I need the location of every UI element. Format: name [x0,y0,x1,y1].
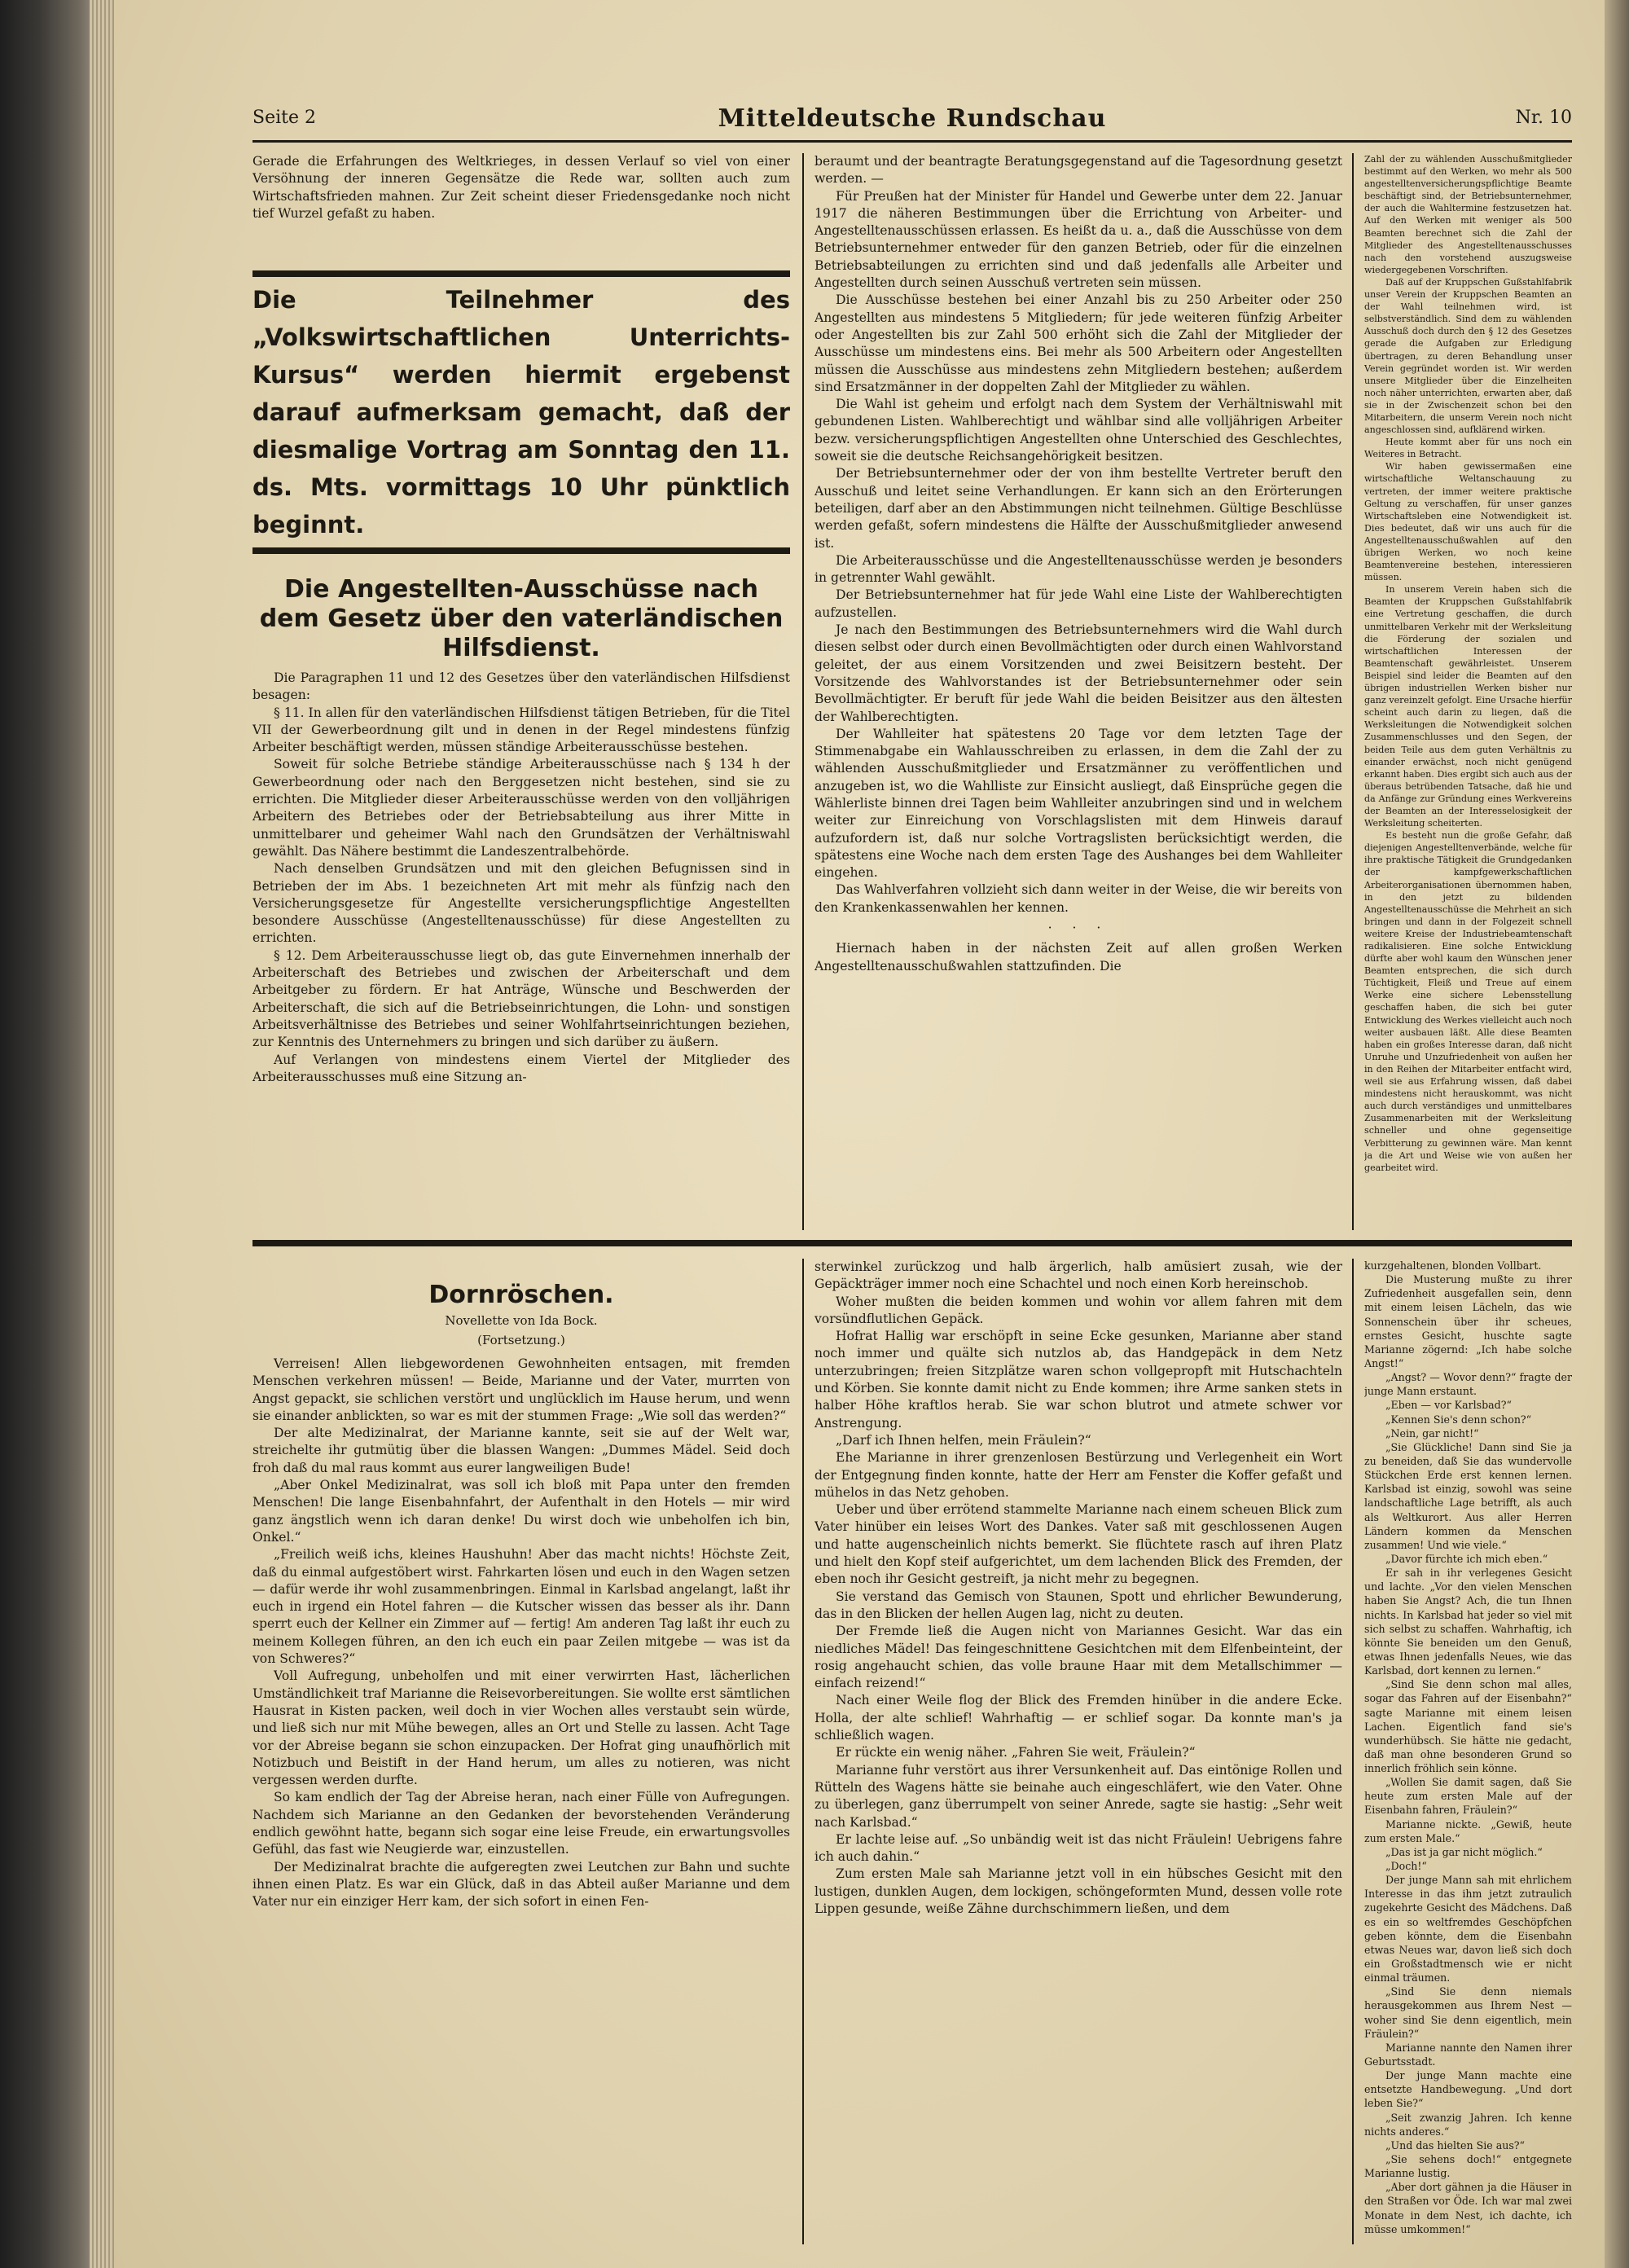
issue-number: Nr. 10 [1515,108,1572,128]
paragraph: Nach einer Weile flog der Blick des Fremden hinüber in die andere Ecke. Holla, der alte schlief! Wahrhaftig — er schlief sogar. Da konnte man's ja schließlich wagen. [814,1693,1342,1743]
paragraph: So kam endlich der Tag der Abreise heran, nach einer Fülle von Aufregungen. Nachdem sich Marianne an den Gedanken der bevorstehenden Veränderung endlich gewöhnt hatte, begann sich sogar eine leise Freude, ein erwartungsvolles Gefühl, das fast wie Neugierde war, einzustellen. [252,1790,790,1857]
top-col3 [1364,153,1572,1230]
separator-dots: · · · [1047,921,1109,936]
story-title: Dornröschen. [428,1281,614,1309]
story-byline: Novellette von Ida Bock. [445,1313,598,1328]
paragraph: Hiernach haben in der nächsten Zeit auf allen großen Werken Angestelltenausschußwahlen stattzufinden. Die [814,941,1342,974]
paragraph: „Wollen Sie damit sagen, daß Sie heute zum ersten Male auf der Eisenbahn fahren, Fräulein?“ [1364,1776,1572,1817]
paragraph: Er lachte leise auf. „So unbändig weit ist das nicht Fräulein! Uebrigens fahre ich auch dahin.“ [814,1831,1342,1865]
paragraph: Er rückte ein wenig näher. „Fahren Sie weit, Fräulein?“ [836,1745,1196,1760]
bottom-col3 [1364,1259,1572,2244]
paragraph: Je nach den Bestimmungen des Betriebsunternehmers wird die Wahl durch diesen selbst oder durch einen Bevollmächtigten oder durch einen Wahlvorstand geleitet, der aus einem Vorsitzenden und zwei Beisitzern besteht. Der Vorsitzende des Wahlvorstandes ist der Betriebsunternehmer oder sein Bevollmächtigter. Er beruft für jede Wahl die beiden Beisitzer aus den ältesten der Wahlberechtigten. [814,622,1342,724]
paragraph: Der Medizinalrat brachte die aufgeregten zwei Leutchen zur Bahn und suchte ihnen einen Platz. Es war ein Glück, daß in das Abteil außer Marianne und dem Vater nur ein einziger Herr kam, der sich sofort in einen Fen- [252,1859,790,1910]
paragraph: Heute kommt aber für uns noch ein Weiteres in Betracht. [1364,437,1572,460]
paragraph: „Freilich weiß ichs, kleines Haushuhn! Aber das macht nichts! Höchste Zeit, daß du einmal aufgestöbert wirst. Fahrkarten lösen und euch in den Wagen setzen — dafür werde ihr wohl zusammenbringen. Einmal in Karlsbad angelangt, laßt ihr euch in irgend ein Hotel fahren — die Kutscher wissen das besser als ihr. Dann sperrt euch der Kellner ein Zimmer auf — fertig! Am anderen Tag laßt ihr euch zu meinem Kollegen führen, an den ich euch ein paar Zeilen mitgebe — was ist da von Schweres?“ [252,1547,790,1667]
paragraph: „Davor fürchte ich mich eben.“ [1385,1552,1548,1565]
section-divider [252,1240,1572,1246]
paragraph: § 11. In allen für den vaterländischen Hilfsdienst tätigen Betrieben, für die Titel VII der Gewerbeordnung gilt und in denen in der Regel mindestens fünfzig Arbeiter beschäftigt werden, müssen ständige Arbeiterausschüsse bestehen. [252,705,790,755]
article-heading: Die Angestellten-Ausschüsse nach dem Gesetz über den vaterländischen Hilfsdienst. [259,575,784,662]
paragraph: Der alte Medizinalrat, der Marianne kannte, seit sie auf der Welt war, streichelte ihr gutmütig über die blassen Wangen: „Dummes Mädel. Seid doch froh daß du mal raus kommt aus eurer langweiligen Bude! [252,1426,790,1475]
paragraph: „Das ist ja gar nicht möglich.“ [1385,1845,1543,1858]
paragraph: Hofrat Hallig war erschöpft in seine Ecke gesunken, Marianne aber stand noch immer und quälte sich nutzlos ab, das Handgepäck in dem Netz unterzubringen; freien Sitzplätze waren schon vollgepropft mit Hutschachteln und Körben. Sie konnte damit nicht zu Ende kommen; ihre Arme sanken stets in halber Höhe kraftlos herab. Sie war schon blutrot und atmete schwer vor Anstrengung. [814,1329,1342,1431]
paragraph: Woher mußten die beiden kommen und wohin vor allem fahren mit dem vorsündflutlichen Gepäck. [814,1294,1342,1326]
top-col1-article [252,670,790,1230]
newspaper-page [114,0,1605,2268]
paragraph: Daß auf der Kruppschen Gußstahlfabrik unser Verein der Kruppschen Beamten an der Wahl teilnehmen wird, ist selbstverständlich. Sind dem zu wählenden Ausschuß doch durch den § 12 des Gesetzes gerade die Aufgaben zur Erledigung übertragen, zu deren Behandlung unser Verein gegründet worden ist. Wir werden unsere Mitglieder über die Einzelheiten noch näher unterrichten, erwarten aber, daß sie in der Zwischenzeit schon bei den Mitarbeitern, die unserm Verein noch nicht angeschlossen sind, aufklärend wirken. [1364,276,1572,436]
book-binding [0,0,98,2268]
paragraph: Der junge Mann machte eine entsetzte Handbewegung. „Und dort leben Sie?“ [1364,2069,1572,2110]
notice-bottom-rule [252,547,790,554]
paragraph: Die Ausschüsse bestehen bei einer Anzahl bis zu 250 Arbeiter oder 250 Angestellten aus mindestens 5 Mitgliedern; für jede weiteren fünfzig Arbeiter oder Angestellten bis zur Zahl 500 erhöht sich die Zahl der Mitglieder der Ausschüsse um mindestens eins. Bei mehr als 500 Arbeitern oder Angestellten müssen die Ausschüsse aus mindestens zehn Mitgliedern bestehen; außerdem sind Ersatzmänner in der doppelten Zahl der Mitglieder zu wählen. [814,292,1342,394]
intro-paragraph: Gerade die Erfahrungen des Weltkrieges, in dessen Verlauf so viel von einer Versöhnung der inneren Gegensätze die Rede war, sollten auch zum Wirtschaftsfrieden mahnen. Zur Zeit scheint dieser Friedensgedanke noch nicht tief Wurzel gefaßt zu haben. [252,154,790,221]
paragraph: Der Fremde ließ die Augen nicht von Mariannes Gesicht. War das ein niedliches Mädel! Das feingeschnittene Gesichtchen mit dem Elfenbeinteint, der rosig angehaucht schien, das volle braune Haar mit dem Metallschimmer — einfach reizend!“ [814,1624,1342,1691]
header-rule [252,140,1572,143]
paragraph: Der Betriebsunternehmer oder der von ihm bestellte Vertreter beruft den Ausschuß und leitet seine Verhandlungen. Er kann sich an den Erörterungen beteiligen, darf aber an den Abstimmungen nicht teilnehmen. Gültige Beschlüsse werden gefaßt, sofern mindestens die Hälfte der Ausschußmitglieder anwesend ist. [814,466,1342,551]
paragraph: Für Preußen hat der Minister für Handel und Gewerbe unter dem 22. Januar 1917 die näheren Bestimmungen über die Errichtung von Arbeiter- und Angestelltenausschüssen erlassen. Es heißt da u. a., daß die Ausschüsse von dem Betriebsunternehmer entweder für den ganzen Betrieb, oder für die einzelnen Betriebsabteilungen zu errichten sind und daß jedenfalls alle Arbeiter und Angestellten durch seinen Ausschuß vertreten sein müssen. [814,188,1342,291]
paragraph: „Aber Onkel Medizinalrat, was soll ich bloß mit Papa unter den fremden Menschen! Die lange Eisenbahnfahrt, der Aufenthalt in den Hotels — mir wird ganz ängstlich wenn ich daran denke! Du wirst doch wie unbeholfen ich bin, Onkel.“ [252,1478,790,1545]
course-notice: Die Teilnehmer des „Volkswirtschaftlichen Unterrichts-Kursus“ werden hiermit ergebenst darauf aufmerksam gemacht, daß der diesmalige Vortrag am Sonntag den 11. ds. Mts. vormittags 10 Uhr pünktlich beginnt. [252,286,790,538]
paragraph: Ueber und über errötend stammelte Marianne nach einem scheuen Blick zum Vater hinüber ein leises Wort des Dankes. Vater saß mit geschlossenen Augen und hatte augenscheinlich nichts bemerkt. Sie flüchtete rasch auf ihren Platz und hielt den Kopf steif aufgerichtet, um dem lachenden Blick des Fremden, der eben noch ihr Gesicht gestreift, ja nicht mehr zu begegnen. [814,1502,1342,1587]
paragraph: Auf Verlangen von mindestens einem Viertel der Mitglieder des Arbeiterausschusses muß eine Sitzung an- [252,1052,790,1084]
column-rule [802,153,804,1230]
paragraph: Die Arbeiterausschüsse und die Angestelltenausschüsse werden je besonders in getrennter Wahl gewählt. [814,552,1342,586]
bottom-col2 [814,1259,1342,2244]
paragraph: Marianne fuhr verstört aus ihrer Versunkenheit auf. Das eintönige Rollen und Rütteln des Wagens hätte sie beinahe auch eingeschläfert, wie den Vater. Ohne zu überlegen, ganz überrumpelt von seiner Anrede, sagte sie hastig: „Sehr weit nach Karlsbad.“ [814,1762,1342,1830]
paragraph: kurzgehaltenen, blonden Vollbart. [1364,1259,1542,1272]
paragraph: Der Wahlleiter hat spätestens 20 Tage vor dem letzten Tage der Stimmenabgabe ein Wahlausschreiben zu erlassen, in dem die Zahl der zu wählenden Ausschußmitglieder und Ersatzmänner zu veröffentlichen und anzugeben ist, wo die Wahlliste zur Einsicht ausliegt, daß Einsprüche gegen die Wählerliste binnen drei Tagen beim Wahlleiter anzubringen sind und in welchem weiter zur Einreichung von Vorschlagslisten mit dem Hinweis darauf aufzufordern ist, daß nur solche Vortragslisten berücksichtigt werden, die spätestens eine Woche nach dem ersten Tage des Aushanges bei dem Wahlleiter eingehen. [814,726,1342,881]
paragraph: Wir haben gewissermaßen eine wirtschaftliche Weltanschauung zu vertreten, der immer weitere praktische Geltung zu verschaffen, für unser ganzes Wirtschaftsleben eine Notwendigkeit ist. Dies bedeutet, daß wir uns auch für die Angestelltenausschußwahlen auf den übrigen Werken, wo noch keine Beamtenvereine bestehen, interessieren müssen. [1364,461,1572,583]
paragraph: Ehe Marianne in ihrer grenzenlosen Bestürzung und Verlegenheit ein Wort der Entgegnung finden konnte, hatte der Herr am Fenster die Koffer gefaßt und mühelos in das Netz gehoben. [814,1450,1342,1500]
paragraph: „Eben — vor Karlsbad?“ [1385,1399,1512,1412]
paragraph: Voll Aufregung, unbeholfen und mit einer verwirrten Hast, lächerlichen Umständlichkeit traf Marianne die Reisevorbereitungen. Sie wollte erst sämtlichen Hausrat in Kisten packen, weil doch in vier Wochen alles verstaubt sein würde, und ließ sich nur mit Mühe bewegen, alles an Ort und Stelle zu lassen. Acht Tage vor der Abreise begann sie schon einzupacken. Der Hofrat ging unaufhörlich mit Notizbuch und Beistift in der Hand herum, um alles zu notieren, was nicht vergessen werden durfte. [252,1668,790,1788]
right-page-edge [1605,0,1629,2268]
paragraph: „Angst? — Wovor denn?“ fragte der junge Mann erstaunt. [1364,1371,1572,1398]
paragraph: Das Wahlverfahren vollzieht sich dann weiter in der Weise, die wir bereits von den Krankenkassenwahlen her kennen. [814,882,1342,915]
paragraph: „Nein, gar nicht!“ [1385,1426,1479,1439]
paragraph: „Sind Sie denn schon mal alles, sogar das Fahren auf der Eisenbahn?“ sagte Marianne mit einem leisen Lachen. Eigentlich fand sie's wunderhübsch. Sie hätte nie gedacht, daß man ohne besonderen Grund so innerlich fröhlich sein könne. [1364,1678,1572,1775]
paragraph: „Darf ich Ihnen helfen, mein Fräulein?“ [836,1432,1091,1448]
paragraph: § 12. Dem Arbeiterausschusse liegt ob, das gute Einvernehmen innerhalb der Arbeiterschaft des Betriebes und zwischen der Arbeiterschaft und dem Arbeitgeber zu fördern. Er hat Anträge, Wünsche und Beschwerden der Arbeiterschaft, die sich auf die Betriebseinrichtungen, die Lohn- und sonstigen Arbeitsverhältnisse des Betriebes und seiner Wohlfahrtseinrichtungen beziehen, zur Kenntnis des Unternehmers zu bringen und sich darüber zu äußern. [252,947,790,1050]
paragraph: Verreisen! Allen liebgewordenen Gewohnheiten entsagen, mit fremden Menschen verkehren müssen! — Beide, Marianne und der Vater, murrten von Angst gepackt, sie schlichen verstört und unglücklich im Hause herum, und wenn sie einander anblickten, so war es mit der stummen Frage: „Wie soll das werden?“ [252,1356,790,1423]
paragraph: Soweit für solche Betriebe ständige Arbeiterausschüsse nach § 134 h der Gewerbeordnung oder nach den Berggesetzen nicht bestehen, sind sie zu errichten. Die Mitglieder dieser Arbeiterausschüsse werden von den volljährigen Arbeitern des Betriebes oder der Betriebsabteilung aus ihrer Mitte in unmittelbarer und geheimer Wahl nach den Grundsätzen der Verhältniswahl gewählt. Das Nähere bestimmt die Landeszentralbehörde. [252,757,790,859]
column-rule [1352,153,1354,1230]
masthead-title: Mitteldeutsche Rundschau [718,104,1107,133]
page-number: Seite 2 [252,108,316,128]
paragraph: Sie verstand das Gemisch von Staunen, Spott und ehrlicher Bewunderung, das in den Blicken der hellen Augen lag, nicht zu deuten. [814,1589,1342,1621]
paragraph: beraumt und der beantragte Beratungsgegenstand auf die Tagesordnung gesetzt werden. — [814,154,1342,187]
paragraph: „Kennen Sie's denn schon?“ [1385,1413,1532,1426]
top-col2 [814,153,1342,1230]
paragraph: Er sah in ihr verlegenes Gesicht und lachte. „Vor den vielen Menschen haben Sie Angst? Ach, die tun Ihnen nichts. In Karlsbad hat jeder so viel mit sich selbst zu schaffen. Wahrhaftig, ich könnte Sie beneiden um den Genuß, etwas Ihnen jedenfalls Neues, wie das Karlsbad, dort kennen zu lernen.“ [1364,1567,1572,1677]
paragraph: Der junge Mann sah mit ehrlichem Interesse in das ihm jetzt zutraulich zugekehrte Gesicht des Mädchens. Daß es ein so weltfremdes Geschöpfchen geben könnte, dem die Eisenbahn etwas Neues war, davon ließ sich doch ein Großstadtmensch wie er nicht einmal träumen. [1364,1874,1572,1984]
paragraph: In unserem Verein haben sich die Beamten der Kruppschen Gußstahlfabrik eine Vertretung geschaffen, die durch unmittelbaren Verkehr mit der Werksleitung die Förderung der sozialen und wirtschaftlichen Interessen der Beamtenschaft gewährleistet. Unserem Beispiel sind leider die Beamten auf den übrigen industriellen Werken bisher nur ganz vereinzelt gefolgt. Eine Ursache hierfür scheint auch darin zu liegen, daß die Werksleitungen die Notwendigkeit solchen Zusammenschlusses und den Segen, der beiden Teile aus dem guten Verhältnis zu einander erwächst, noch nicht genügend erkannt haben. Dies ergibt sich auch aus der überaus betrübenden Tatsache, daß hie und da Anfänge zur Gründung eines Werkvereins der Beamten an der Interesselosigkeit der Werksleitung scheiterten. [1364,584,1572,829]
paragraph: „Aber dort gähnen ja die Häuser in den Straßen vor Öde. Ich war mal zwei Monate in dem Nest, ich dachte, ich müsse umkommen!“ [1364,2181,1572,2235]
paragraph: Der Betriebsunternehmer hat für jede Wahl eine Liste der Wahlberechtigten aufzustellen. [814,587,1342,620]
story-continued: (Fortsetzung.) [477,1333,565,1347]
paragraph: sterwinkel zurückzog und halb ärgerlich, halb amüsiert zusah, wie der Gepäckträger immer noch eine Schachtel und noch einen Korb hereinschob. [814,1259,1342,1292]
page-edges [90,0,114,2268]
paragraph: Zahl der zu wählenden Ausschußmitglieder bestimmt auf den Werken, wo mehr als 500 angestelltenversicherungspflichtige Beamte beschäftigt sind, der Betriebsunternehmer, der auch die Wahltermine festzusetzen hat. Auf den Werken mit weniger als 500 Beamten berechnet sich die Zahl der Mitglieder des Angestelltenausschusses nach den vorstehend auszugsweise wiedergegebenen Vorschriften. [1364,154,1572,275]
column-rule [802,1259,804,2244]
paragraph: Marianne nannte den Namen ihrer Geburtsstadt. [1364,2041,1572,2068]
column-rule [1352,1259,1354,2244]
paragraph: Es besteht nun die große Gefahr, daß diejenigen Angestelltenverbände, welche für ihre praktische Tätigkeit die Grundgedanken der kampfgewerkschaftlichen Arbeiterorganisationen übernommen haben, in den jetzt zu bildenden Angestelltenausschüsse die Mehrheit an sich bringen und dann in der Folgezeit schnell weitere Kreise der Industriebeamtenschaft radikalisieren. Eine solche Entwicklung dürfte aber wohl kaum den Wünschen jener Beamten entsprechen, die sich durch Tüchtigkeit, Fleiß und Treue auf einem Werke eine sichere Lebensstellung geschaffen haben, die sich bei guter Entwicklung des Werkes vielleicht auch noch weiter ausbauen läßt. Alle diese Beamten haben ein großes Interesse daran, daß nicht Unruhe und Unzufriedenheit von außen her in den Reihen der Mitarbeiter entfacht wird, weil sie aus Erfahrung wissen, daß dabei mindestens nicht herauskommt, was nicht auch durch verständiges und unmittelbares Zusammenarbeiten mit der Werksleitung schneller und ohne gegenseitige Verbitterung zu gewinnen wäre. Man kennt ja die Art und Weise wie von außen her gearbeitet wird. [1364,830,1572,1173]
top-col1-intro [252,153,790,259]
paragraph: „Sind Sie denn niemals herausgekommen aus Ihrem Nest — woher sind Sie denn eigentlich, mein Fräulein?“ [1364,1985,1572,2040]
notice-top-rule [252,270,790,277]
paragraph: „Und das hielten Sie aus?“ [1385,2138,1525,2152]
paragraph: Zum ersten Male sah Marianne jetzt voll in ein hübsches Gesicht mit den lustigen, dunklen Augen, dem lockigen, schöngeformten Mund, dessen volle rote Lippen gesunde, weiße Zähne durchschimmern ließen, und dem [814,1866,1342,1916]
paragraph: „Seit zwanzig Jahren. Ich kenne nichts anderes.“ [1364,2111,1572,2138]
paragraph: Die Musterung mußte zu ihrer Zufriedenheit ausgefallen sein, denn mit einem leisen Lächeln, das wie Sonnenschein über ihr scheues, ernstes Gesicht, huschte sagte Marianne zögernd: „Ich habe solche Angst!“ [1364,1273,1572,1369]
paragraph: Marianne nickte. „Gewiß, heute zum ersten Male.“ [1364,1817,1572,1844]
page-header [252,104,1572,140]
paragraph: Nach denselben Grundsätzen und mit den gleichen Befugnissen sind in Betrieben der im Abs. 1 bezeichneten Art mit mehr als fünfzig nach den Versicherungsgesetze für Angestellte versicherungspflichtige Angestellten besondere Ausschüsse (Angestelltenausschüsse) für diese Angestellten zu errichten. [252,861,790,946]
bottom-col1 [252,1356,790,2244]
paragraph: „Sie sehens doch!“ entgegnete Marianne lustig. [1364,2153,1572,2180]
paragraph: Die Wahl ist geheim und erfolgt nach dem System der Verhältniswahl mit gebundenen Listen. Wahlberechtigt und wählbar sind alle volljährigen Arbeiter bezw. versicherungspflichtigen Angestellten ohne Unterschied des Geschlechtes, soweit sie die deutsche Reichsangehörigkeit besitzen. [814,397,1342,464]
paragraph: „Doch!“ [1385,1860,1427,1873]
paragraph: Die Paragraphen 11 und 12 des Gesetzes über den vaterländischen Hilfsdienst besagen: [252,670,790,703]
paragraph: „Sie Glückliche! Dann sind Sie ja zu beneiden, daß Sie das wundervolle Stückchen Erde erst kennen lernen. Karlsbad ist einzig, sowohl was seine landschaftliche Lage betrifft, als auch als Weltkurort. Aus aller Herren Ländern kommen da Menschen zusammen! Und wie viele.“ [1364,1440,1572,1551]
